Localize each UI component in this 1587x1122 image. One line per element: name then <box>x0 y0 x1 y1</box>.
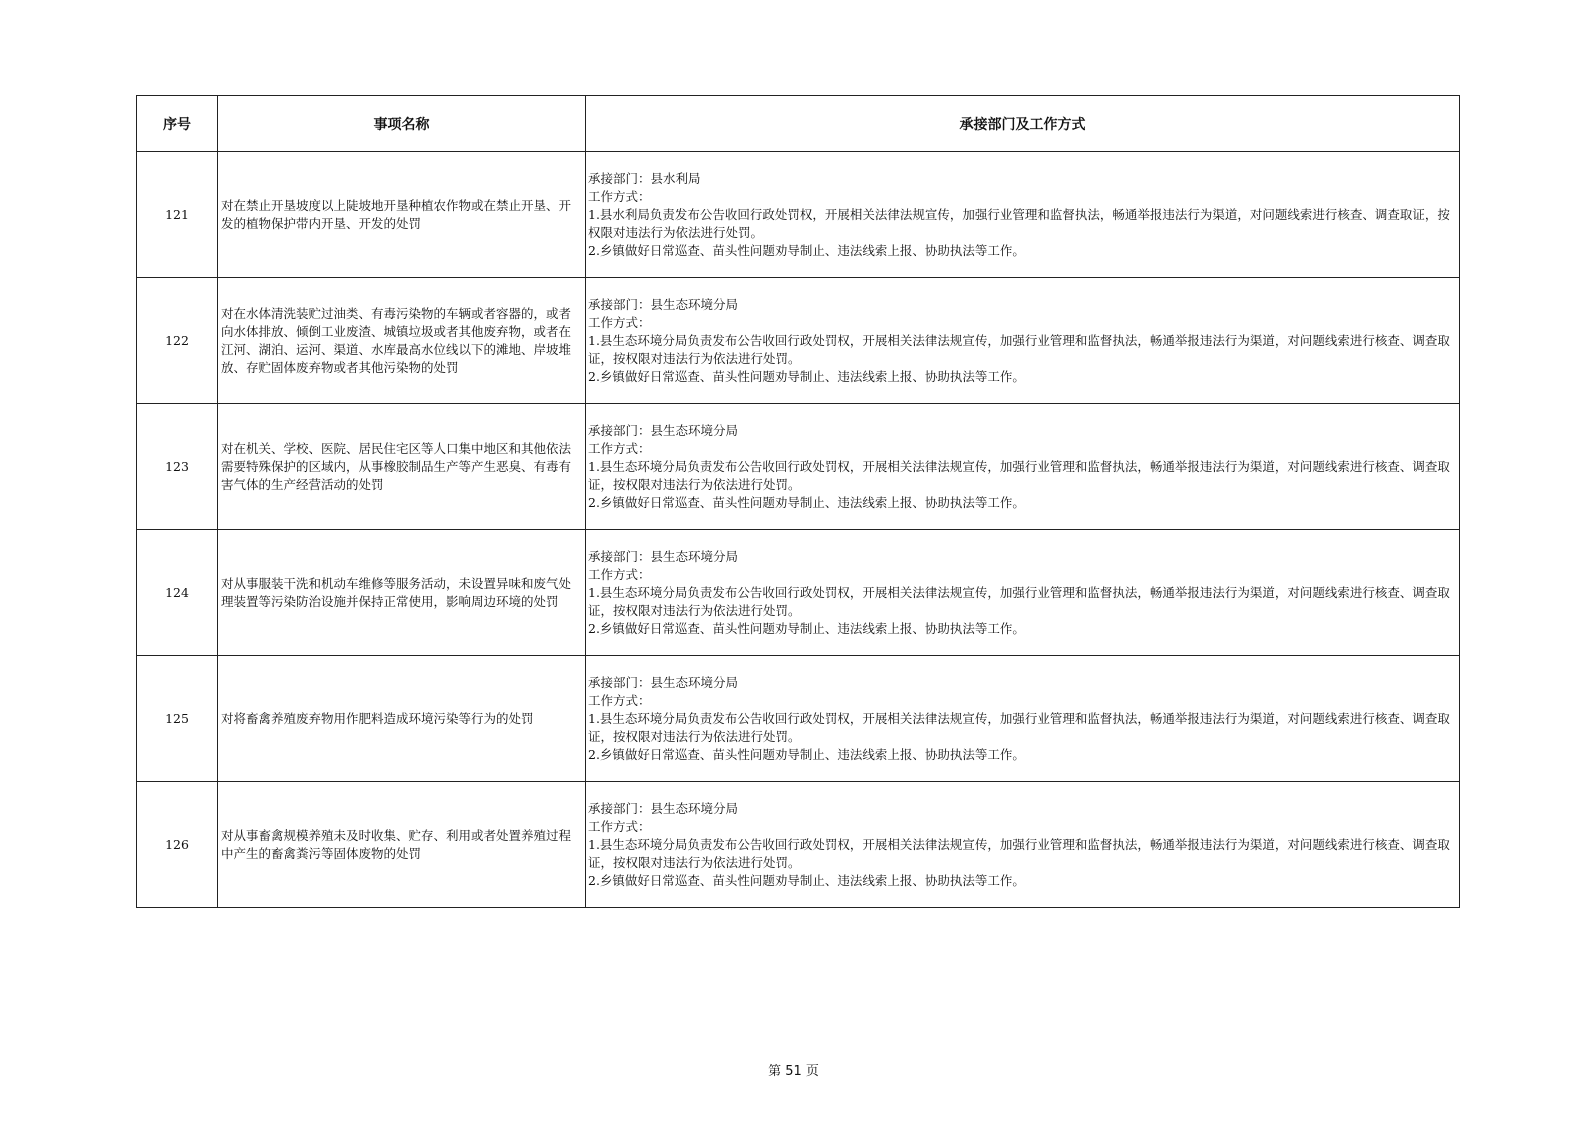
method-item-2: 2.乡镇做好日常巡查、苗头性问题劝导制止、违法线索上报、协助执法等工作。 <box>588 494 1025 510</box>
table-row <box>137 530 1460 656</box>
method-item-2: 2.乡镇做好日常巡查、苗头性问题劝导制止、违法线索上报、协助执法等工作。 <box>588 368 1025 384</box>
method-item-1: 1.县生态环境分局负责发布公告收回行政处罚权，开展相关法律法规宣传，加强行业管理和监督执法，畅通举报违法行为渠道，对问题线索进行核查、调查取证，按权限对违法行为依法进行处罚。 <box>588 332 1450 366</box>
dept-method-cell <box>586 278 1460 404</box>
table-row <box>137 278 1460 404</box>
header-dept: 承接部门及工作方式 <box>586 96 1460 152</box>
header-name: 事项名称 <box>218 96 586 152</box>
matter-name: 对从事畜禽规模养殖未及时收集、贮存、利用或者处置养殖过程中产生的畜禽粪污等固体废物的处罚 <box>218 782 586 908</box>
row-number: 126 <box>137 782 218 908</box>
method-label: 工作方式： <box>588 188 651 204</box>
matter-name: 对在禁止开垦坡度以上陡坡地开垦种植农作物或在禁止开垦、开发的植物保护带内开垦、开发的处罚 <box>218 152 586 278</box>
row-number: 121 <box>137 152 218 278</box>
method-label: 工作方式： <box>588 692 651 708</box>
row-number: 124 <box>137 530 218 656</box>
matter-name: 对将畜禽养殖废弃物用作肥料造成环境污染等行为的处罚 <box>218 656 586 782</box>
method-item-1: 1.县生态环境分局负责发布公告收回行政处罚权，开展相关法律法规宣传，加强行业管理和监督执法，畅通举报违法行为渠道，对问题线索进行核查、调查取证，按权限对违法行为依法进行处罚。 <box>588 710 1450 744</box>
method-item-1: 1.县生态环境分局负责发布公告收回行政处罚权，开展相关法律法规宣传，加强行业管理和监督执法，畅通举报违法行为渠道，对问题线索进行核查、调查取证，按权限对违法行为依法进行处罚。 <box>588 584 1450 618</box>
method-item-2: 2.乡镇做好日常巡查、苗头性问题劝导制止、违法线索上报、协助执法等工作。 <box>588 872 1025 888</box>
method-item-1: 1.县生态环境分局负责发布公告收回行政处罚权，开展相关法律法规宣传，加强行业管理和监督执法，畅通举报违法行为渠道，对问题线索进行核查、调查取证，按权限对违法行为依法进行处罚。 <box>588 836 1450 870</box>
method-label: 工作方式： <box>588 314 651 330</box>
matter-name: 对在水体清洗装贮过油类、有毒污染物的车辆或者容器的，或者向水体排放、倾倒工业废渣、城镇垃圾或者其他废弃物，或者在江河、湖泊、运河、渠道、水库最高水位线以下的滩地、岸坡堆放、存贮固体废弃物或者其他污染物的处罚 <box>218 278 586 404</box>
dept-line: 承接部门：县生态环境分局 <box>588 800 739 816</box>
method-label: 工作方式： <box>588 440 651 456</box>
header-row <box>137 96 1460 152</box>
table-row <box>137 656 1460 782</box>
dept-line: 承接部门：县生态环境分局 <box>588 674 739 690</box>
dept-method-cell <box>586 782 1460 908</box>
dept-method-cell <box>586 530 1460 656</box>
matter-name: 对在机关、学校、医院、居民住宅区等人口集中地区和其他依法需要特殊保护的区域内，从事橡胶制品生产等产生恶臭、有毒有害气体的生产经营活动的处罚 <box>218 404 586 530</box>
matters-table <box>136 95 1460 908</box>
dept-line: 承接部门：县生态环境分局 <box>588 422 739 438</box>
dept-method-cell <box>586 152 1460 278</box>
page-number: 第 51 页 <box>768 1064 819 1079</box>
dept-line: 承接部门：县水利局 <box>588 170 701 186</box>
method-item-2: 2.乡镇做好日常巡查、苗头性问题劝导制止、违法线索上报、协助执法等工作。 <box>588 620 1025 636</box>
method-item-2: 2.乡镇做好日常巡查、苗头性问题劝导制止、违法线索上报、协助执法等工作。 <box>588 242 1025 258</box>
method-item-1: 1.县生态环境分局负责发布公告收回行政处罚权，开展相关法律法规宣传，加强行业管理和监督执法，畅通举报违法行为渠道，对问题线索进行核查、调查取证，按权限对违法行为依法进行处罚。 <box>588 458 1450 492</box>
row-number: 123 <box>137 404 218 530</box>
table-row <box>137 404 1460 530</box>
header-no: 序号 <box>137 96 218 152</box>
dept-method-cell <box>586 656 1460 782</box>
dept-method-cell <box>586 404 1460 530</box>
method-label: 工作方式： <box>588 818 651 834</box>
method-item-2: 2.乡镇做好日常巡查、苗头性问题劝导制止、违法线索上报、协助执法等工作。 <box>588 746 1025 762</box>
method-label: 工作方式： <box>588 566 651 582</box>
table-row <box>137 152 1460 278</box>
table-body <box>137 152 1460 908</box>
row-number: 122 <box>137 278 218 404</box>
method-item-1: 1.县水利局负责发布公告收回行政处罚权，开展相关法律法规宣传，加强行业管理和监督执法，畅通举报违法行为渠道，对问题线索进行核查、调查取证，按权限对违法行为依法进行处罚。 <box>588 206 1450 240</box>
table-row <box>137 782 1460 908</box>
dept-line: 承接部门：县生态环境分局 <box>588 548 739 564</box>
row-number: 125 <box>137 656 218 782</box>
matter-name: 对从事服装干洗和机动车维修等服务活动，未设置异味和废气处理装置等污染防治设施并保持正常使用，影响周边环境的处罚 <box>218 530 586 656</box>
table-header <box>137 96 1460 152</box>
dept-line: 承接部门：县生态环境分局 <box>588 296 739 312</box>
